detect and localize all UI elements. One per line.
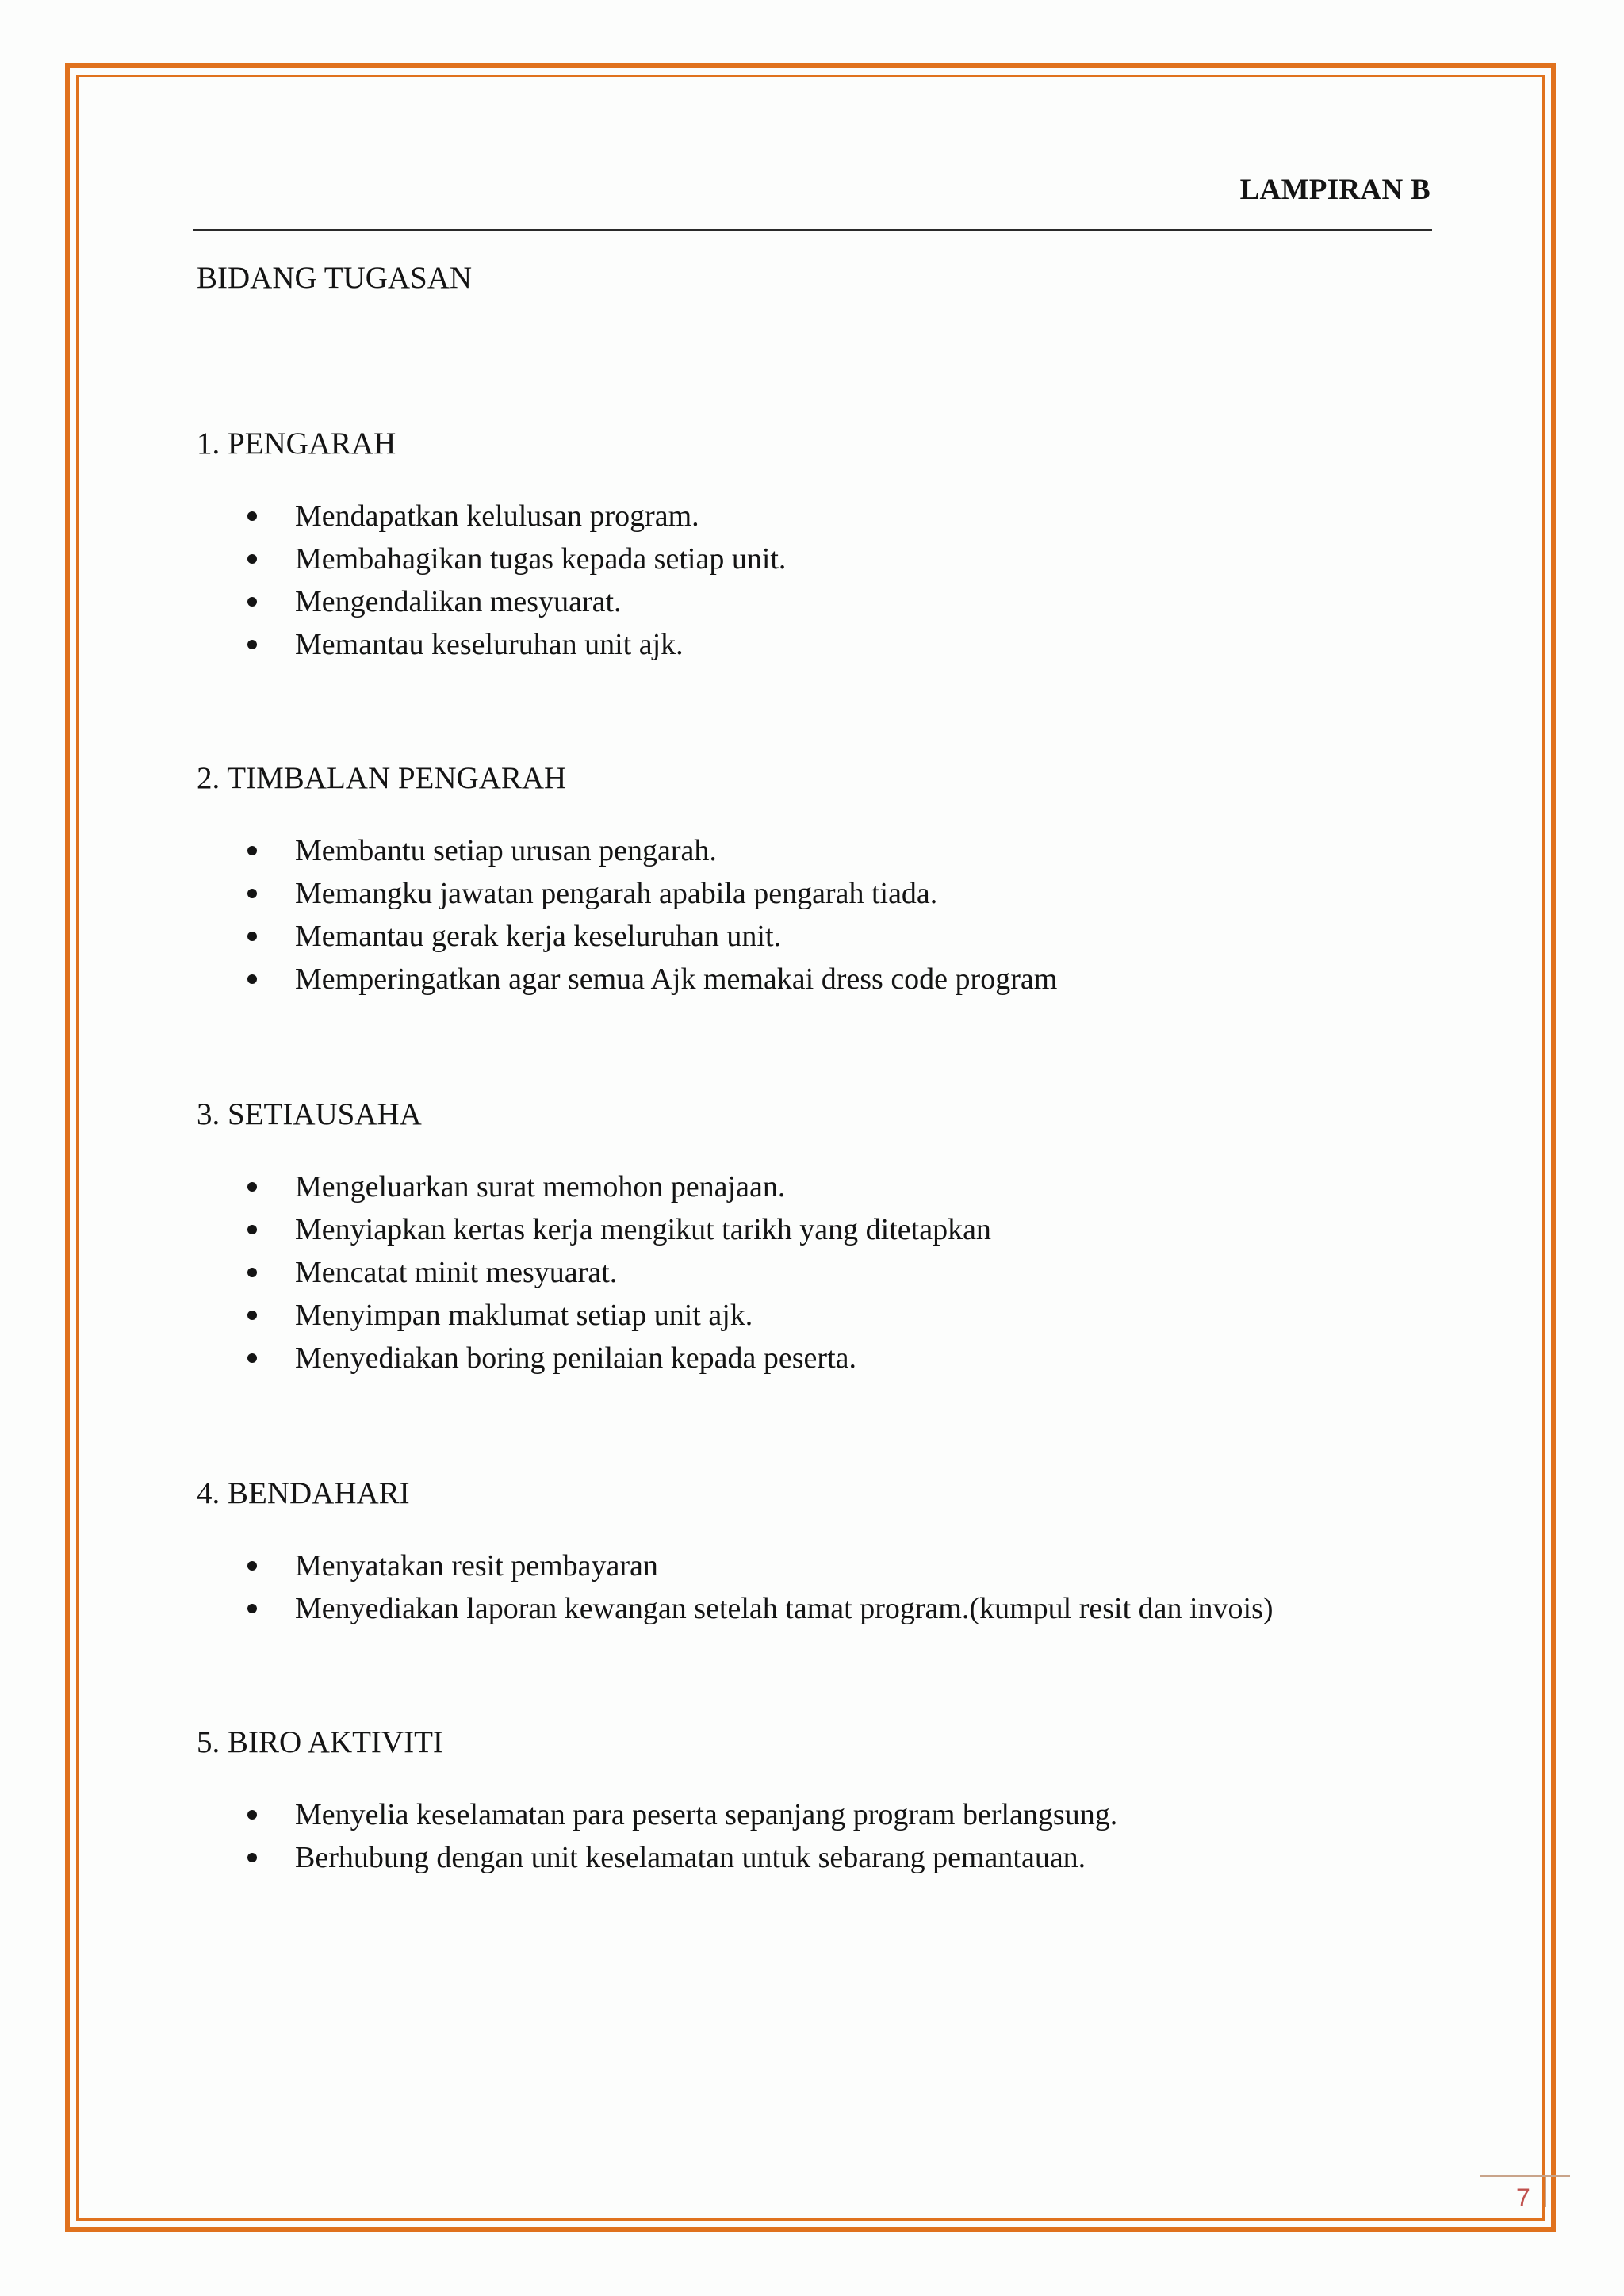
section-timbalan-pengarah — [197, 760, 1434, 1001]
list-item-text: Menyediakan laporan kewangan setelah tamat program.(kumpul resit dan invois) — [295, 1592, 1274, 1625]
bullet-icon — [247, 1561, 257, 1571]
document-title: BIDANG TUGASAN — [197, 261, 473, 295]
list-item-text: Menyiapkan kertas kerja mengikut tarikh yang ditetapkan — [295, 1213, 991, 1246]
section-pengarah — [197, 425, 1434, 666]
section-biro-aktiviti — [197, 1724, 1434, 1879]
bullet-icon — [247, 932, 257, 941]
section-heading: 4. BENDAHARI — [197, 1476, 410, 1510]
list-item — [197, 1836, 1434, 1879]
list-item — [197, 958, 1434, 1001]
bullet-icon — [247, 889, 257, 898]
list-item — [197, 1165, 1434, 1208]
list-item — [197, 623, 1434, 666]
bullet-list — [197, 1544, 1434, 1630]
list-item-text: Menyatakan resit pembayaran — [295, 1549, 658, 1582]
section-setiausaha — [197, 1096, 1434, 1380]
bullet-icon — [247, 1810, 257, 1820]
list-item — [197, 495, 1434, 538]
list-item-text: Memangku jawatan pengarah apabila pengarah tiada. — [295, 877, 938, 910]
section-heading: 3. SETIAUSAHA — [197, 1097, 422, 1131]
bullet-icon — [247, 1604, 257, 1613]
bullet-icon — [247, 554, 257, 564]
list-item-text: Menyimpan maklumat setiap unit ajk. — [295, 1299, 753, 1332]
list-item-text: Memperingatkan agar semua Ajk memakai dress code program — [295, 962, 1058, 996]
page-number: 7 — [1516, 2183, 1530, 2212]
appendix-label: LAMPIRAN B — [1239, 174, 1431, 206]
list-item — [197, 1793, 1434, 1836]
list-item — [197, 1337, 1434, 1380]
list-item-text: Mendapatkan kelulusan program. — [295, 499, 699, 533]
bullet-icon — [247, 1182, 257, 1192]
list-item-text: Membantu setiap urusan pengarah. — [295, 834, 717, 867]
bullet-icon — [247, 846, 257, 855]
bullet-icon — [247, 597, 257, 607]
list-item — [197, 1251, 1434, 1294]
bullet-list — [197, 829, 1434, 1001]
list-item — [197, 915, 1434, 958]
list-item-text: Mencatat minit mesyuarat. — [295, 1256, 618, 1289]
bullet-icon — [247, 1311, 257, 1320]
bullet-icon — [247, 1853, 257, 1862]
bullet-icon — [247, 1268, 257, 1277]
page-number-rule — [1480, 2175, 1570, 2177]
list-item — [197, 580, 1434, 623]
list-item — [197, 1587, 1434, 1630]
list-item-text: Menyediakan boring penilaian kepada peserta. — [295, 1341, 856, 1375]
bullet-icon — [247, 974, 257, 984]
list-item-text: Menyelia keselamatan para peserta sepanjang program berlangsung. — [295, 1798, 1118, 1831]
list-item-text: Berhubung dengan unit keselamatan untuk sebarang pemantauan. — [295, 1841, 1086, 1874]
section-heading: 5. BIRO AKTIVITI — [197, 1725, 443, 1759]
list-item — [197, 1208, 1434, 1251]
list-item — [197, 1544, 1434, 1587]
page-number-divider — [1545, 2175, 1546, 2207]
list-item-text: Memantau gerak kerja keseluruhan unit. — [295, 920, 782, 953]
list-item-text: Memantau keseluruhan unit ajk. — [295, 628, 684, 661]
list-item-text: Membahagikan tugas kepada setiap unit. — [295, 542, 787, 576]
list-item-text: Mengendalikan mesyuarat. — [295, 585, 622, 618]
list-item — [197, 1294, 1434, 1337]
list-item-text: Mengeluarkan surat memohon penajaan. — [295, 1170, 786, 1203]
header-rule — [193, 229, 1432, 231]
list-item — [197, 872, 1434, 915]
section-heading: 1. PENGARAH — [197, 427, 396, 461]
bullet-list — [197, 495, 1434, 666]
bullet-icon — [247, 511, 257, 521]
bullet-icon — [247, 640, 257, 649]
bullet-icon — [247, 1225, 257, 1234]
section-bendahari — [197, 1475, 1434, 1630]
list-item — [197, 538, 1434, 580]
bullet-icon — [247, 1353, 257, 1363]
bullet-list — [197, 1793, 1434, 1879]
bullet-list — [197, 1165, 1434, 1380]
list-item — [197, 829, 1434, 872]
section-heading: 2. TIMBALAN PENGARAH — [197, 761, 567, 795]
